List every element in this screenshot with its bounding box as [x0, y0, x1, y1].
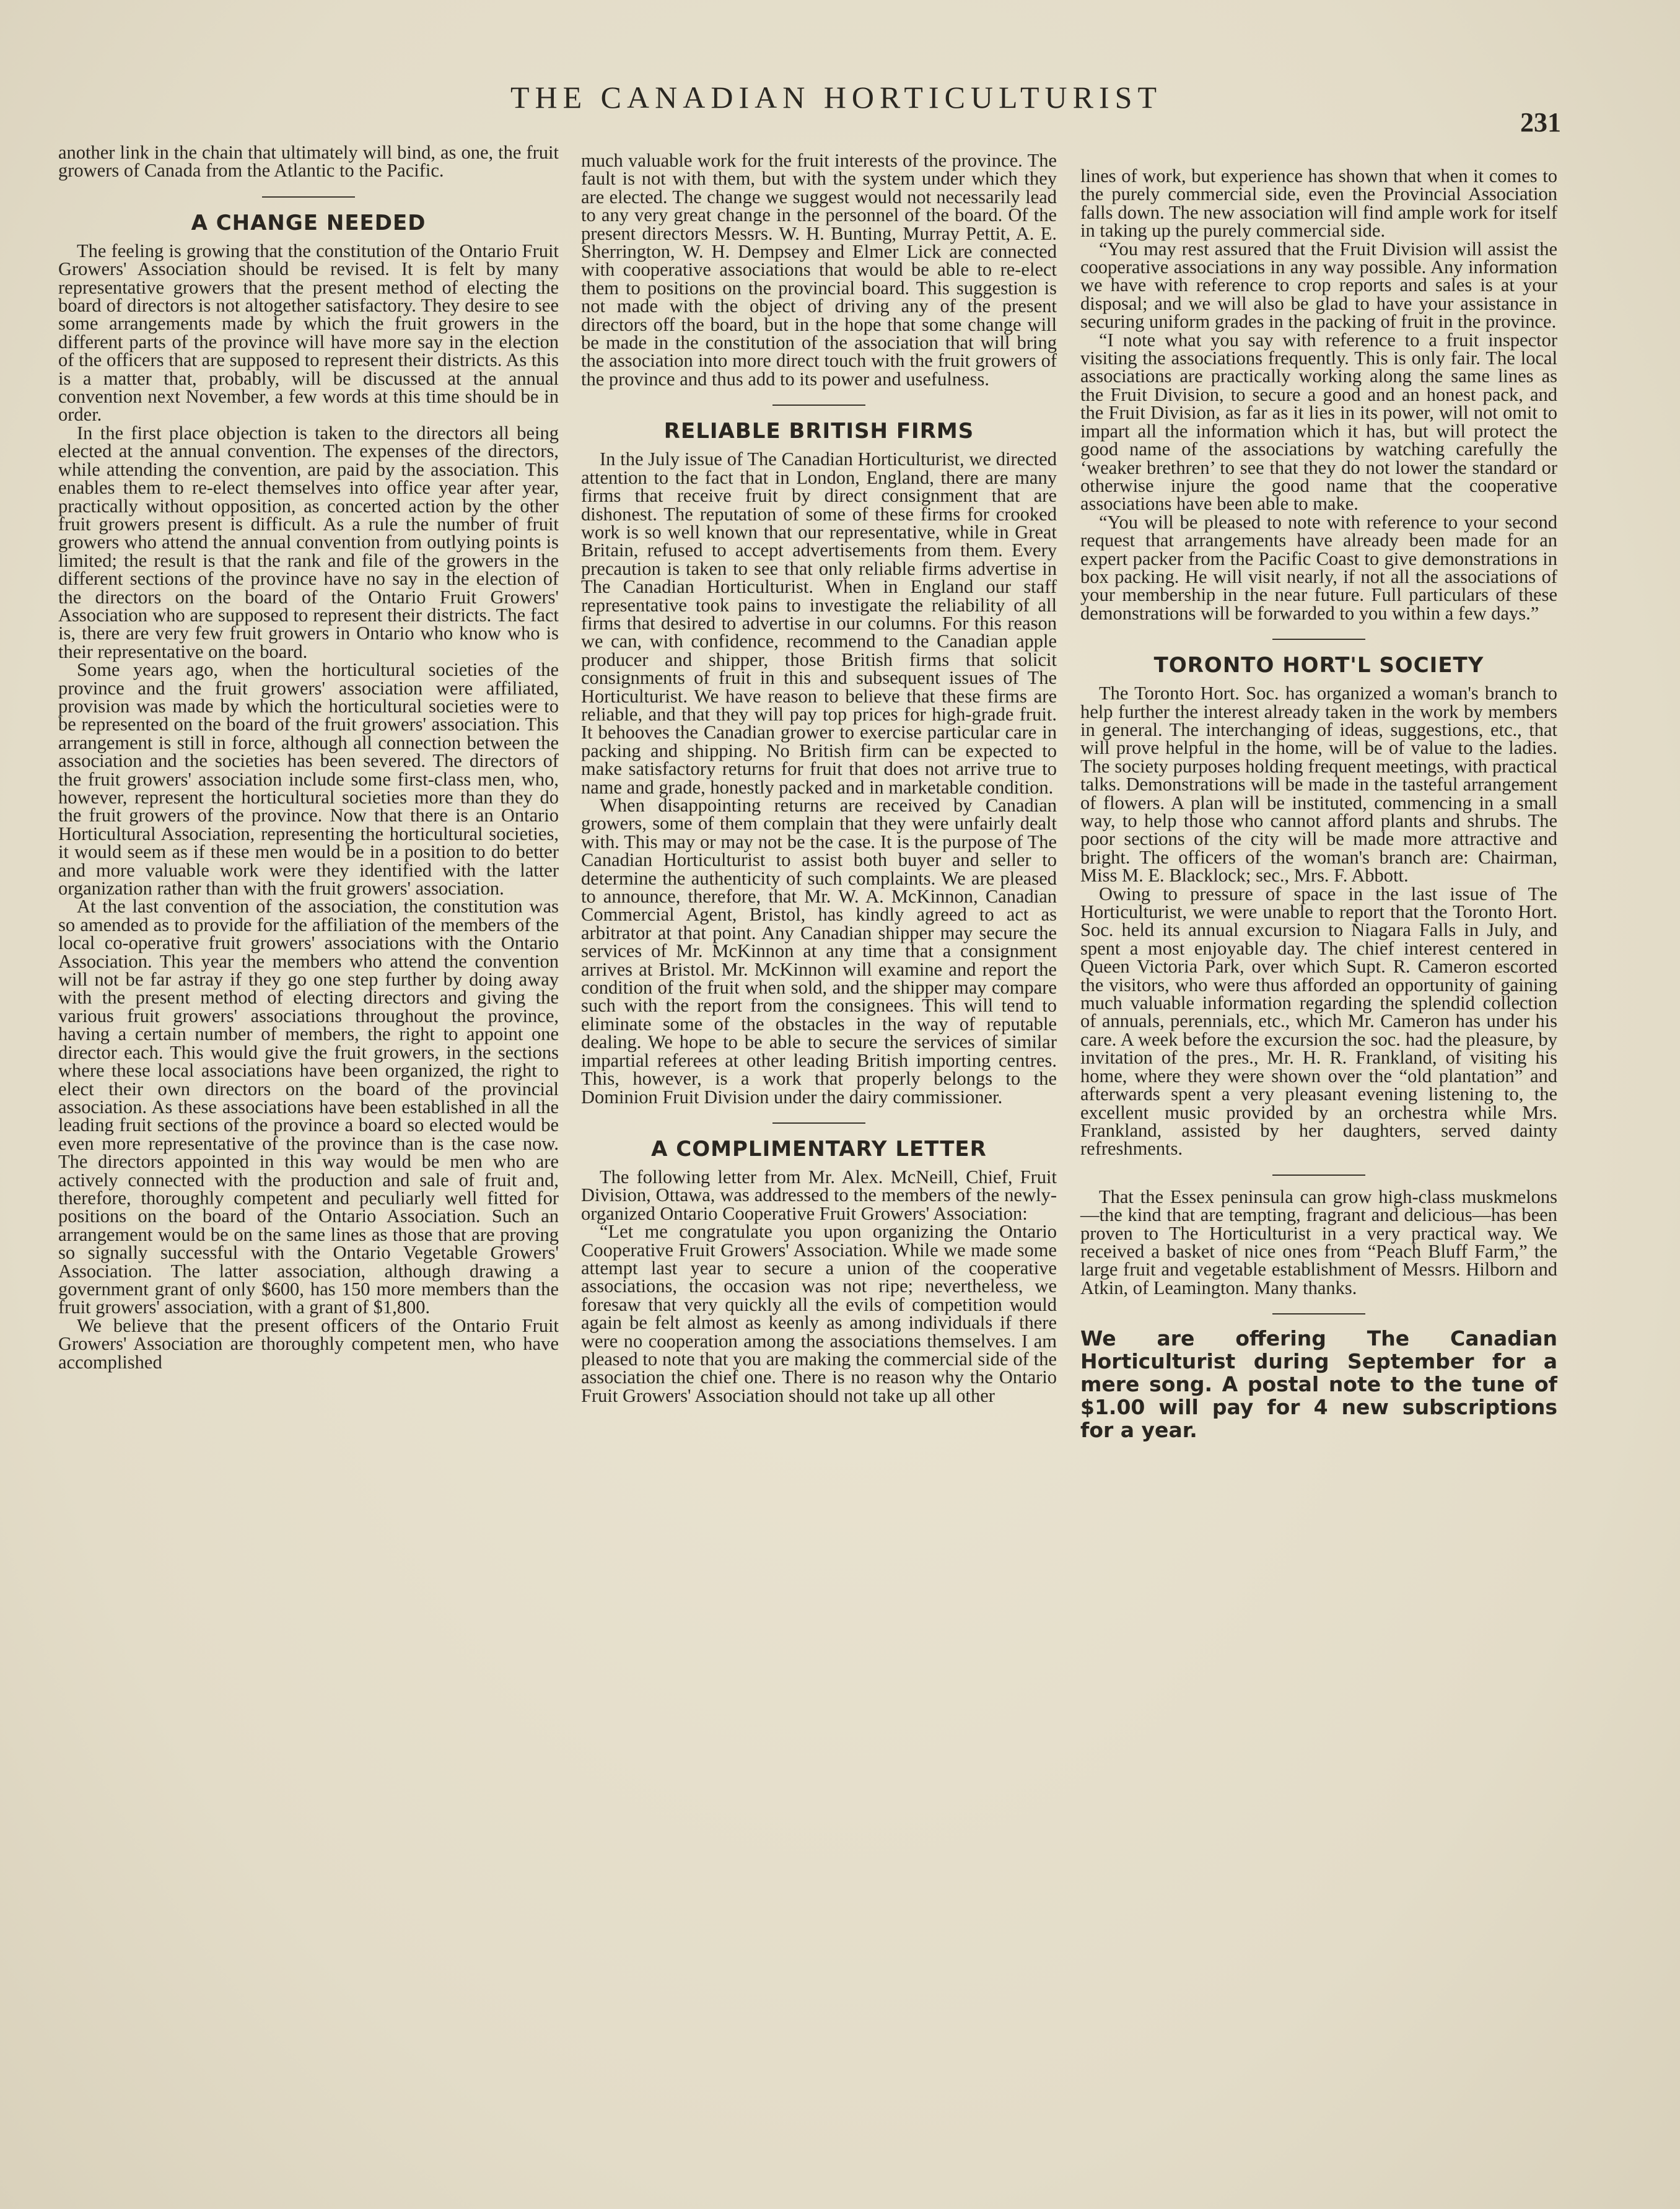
paragraph: That the Essex peninsula can grow high-class muskmelons—the kind that are tempting, fragrant and delicious—has been proven to The Horticulturist in a very practical way. We received a basket of nice ones from “Peach Bluff Farm,” the large fruit and vegetable establishment of Messrs. Hilborn and Atkin, of Leamington. Many thanks. [1080, 1186, 1557, 1298]
paragraph: At the last convention of the association, the constitution was so amended as to provide for the affiliation of the members of the local co-operative fruit growers' associations with the Ontario Association. This year the members who attend the convention will not be far astray if they go one step further by doing away with the present method of electing directors and giving the various fruit growers' associations throughout the province, having a certain number of members, the right to appoint one director each. This would give the fruit growers, in the sections where these local associations have been organized, the right to elect their own directors on the board of the provincial association. As these associations have been established in all the leading fruit sections of the province a board so elected would be even more representative of the province than is the case now. The directors appointed in this way would be men who are actively connected with the production and sale of fruit and, therefore, thoroughly competent and peculiarly well fitted for positions on the board of the Ontario Association. Such an arrangement would be on the same lines as those that are proving so signally successful with the Ontario Vegetable Growers' Association. The latter association, although drawing a government grant of only $600, has 150 more members than the fruit growers' association, with a grant of $1,800. [58, 896, 559, 1318]
section-divider [772, 1122, 865, 1124]
paragraph: lines of work, but experience has shown that when it comes to the purely commercial side, even the Provincial Association falls down. The new association will find ample work for itself in taking up the purely commercial side. [1080, 165, 1557, 242]
paragraph: The Toronto Hort. Soc. has organized a woman's branch to help further the interest already taken in the work by members in general. The interchanging of ideas, suggestions, etc., that will prove helpful in the home, will be of value to the ladies. The society purposes holding frequent meetings, with practical talks. Demonstrations will be made in the tasteful arrangement of flowers. A plan will be instituted, commencing in a small way, to help those who cannot afford plants and shrubs. The poor sections of the city will be made more attractive and bright. The officers of the woman's branch are: Chairman, Miss M. E. Blacklock; sec., Mrs. F. Abbott. [1080, 683, 1557, 886]
paragraph: We believe that the present officers of the Ontario Fruit Growers' Association are thoroughly competent men, who have accomplished [58, 1314, 559, 1373]
section-divider [1272, 639, 1365, 640]
section-divider [1272, 1313, 1365, 1314]
paragraph: “You may rest assured that the Fruit Division will assist the cooperative associations in any way possible. Any information we have with reference to crop reports and sales is at your disposal; and we will also be glad to have your assistance in securing uniform grades in the packing of fruit in the province. [1080, 238, 1557, 333]
section-divider [1272, 1174, 1365, 1176]
section-heading-toronto-society: TORONTO HORT'L SOCIETY [1153, 653, 1484, 678]
paragraph: The following letter from Mr. Alex. McNeill, Chief, Fruit Division, Ottawa, was addressed to the members of the newly-organized Ontario Cooperative Fruit Growers' Association: [581, 1166, 1057, 1224]
section-heading-complimentary-letter: A COMPLIMENTARY LETTER [651, 1136, 987, 1161]
paragraph: When disappointing returns are received by Canadian growers, some of them complain that they were unfairly dealt with. This may or may not be the case. It is the purpose of The Canadian Horticulturist to assist both buyer and seller to determine the authenticity of such complaints. We are pleased to announce, therefore, that Mr. W. A. McKinnon, Canadian Commercial Agent, Bristol, has kindly agreed to act as arbitrator at that point. Any Canadian shipper may secure the services of Mr. McKinnon at any time that a consignment arrives at Bristol. Mr. McKinnon will examine and report the condition of the fruit when sold, and the shipper may compare such with the report from the consignees. This will tend to eliminate some of the obstacles in the way of reputable dealing. We hope to be able to secure the services of similar impartial referees at other leading British importing centres. This, however, is a work that properly belongs to the Dominion Fruit Division under the dairy commissioner. [581, 795, 1057, 1108]
paragraph: “Let me congratulate you upon organizing the Ontario Cooperative Fruit Growers' Association. While we made some attempt last year to secure a union of the cooperative associations, the occasion was not ripe; nevertheless, we foresaw that very quickly all the evils of competition would again be felt almost as keenly as among individuals if there were no cooperation among the associations themselves. I am pleased to note that you are making the commercial side of the association the chief one. There is no reason why the Ontario Fruit Growers' Association should not take up all other [581, 1221, 1057, 1406]
paragraph: Some years ago, when the horticultural societies of the province and the fruit growers' association were affiliated, provision was made by which the horticultural societies were to be represented on the board of the fruit growers' association. This arrangement is still in force, although all connection between the association and the societies has been severed. The directors of the fruit growers' association include some first-class men, who, however, represent the horticultural societies more than they do the fruit growers of the province. Now that there is an Ontario Horticultural Association, representing the horticultural societies, it would seem as if these men would be in a position to do better and more valuable work were they identified with the latter organization rather than with the fruit growers' association. [58, 659, 559, 899]
subscription-offer: We are offering The Canadian Horticulturist during September for a mere song. A postal note to the tune of $1.00 will pay for 4 new subscriptions for a year. [1080, 1326, 1557, 1443]
paragraph: In the July issue of The Canadian Horticulturist, we directed attention to the fact that in London, England, there are many firms that receive fruit by direct consignment that are dishonest. The reputation of some of these firms for crooked work is so well known that our representative, while in Great Britain, refused to accept advertisements from them. Every precaution is taken to see that only reliable firms advertise in The Canadian Horticulturist. When in England our staff representative took pains to investigate the reliability of all firms that desired to advertise in our columns. For this reason we can, with confidence, recommend to the Canadian apple producer and shipper, those British firms that solicit consignments of fruit in this and subsequent issues of The Horticulturist. We have reason to believe that these firms are reliable, and that they will pay top prices for high-grade fruit. It behooves the Canadian grower to exercise particular care in packing and shipping. No British firm can be expected to make satisfactory returns for fruit that does not arrive true to name and grade, honestly packed and in marketable condition. [581, 448, 1057, 798]
column-right [1080, 167, 1557, 1441]
paragraph: another link in the chain that ultimately will bind, as one, the fruit growers of Canada from the Atlantic to the Pacific. [58, 142, 559, 182]
paragraph: “You will be pleased to note with reference to your second request that arrangements have already been made for an expert packer from the Pacific Coast to give demonstrations in box packing. He will visit nearly, if not all the associations of your membership in the near future. Full particulars of these demonstrations will be forwarded to you within a few days.” [1080, 511, 1557, 624]
column-middle [581, 152, 1057, 1405]
paragraph: In the first place objection is taken to the directors all being elected at the annual convention. The expenses of the directors, while attending the convention, are paid by the association. This enables them to re-elect themselves into office year after year, practically without opposition, as concerted action by the other fruit growers present is difficult. As a rule the number of fruit growers who attend the annual convention from outlying points is limited; the result is that the rank and file of the growers in the different sections of the province have no say in the election of the directors on the board of the Ontario Fruit Growers' Association who are supposed to represent their districts. The fact is, there are very few fruit growers in Ontario who know who is their representative on the board. [58, 422, 559, 662]
section-heading-british-firms: RELIABLE BRITISH FIRMS [663, 419, 974, 444]
paragraph: “I note what you say with reference to a fruit inspector visiting the associations frequently. This is only fair. The local associations are practically working along the same lines as the Fruit Division, to secure a good and an honest pack, and the Fruit Division, as far as it lies in its power, will not omit to impart all the information which it has, but will protect the good name of the associations by watching carefully the ‘weaker brethren’ to see that they do not lower the standard or otherwise injure the good name that the cooperative associations have been able to make. [1080, 329, 1557, 515]
running-head: THE CANADIAN HORTICULTURIST [510, 80, 1162, 115]
paragraph: The feeling is growing that the constitution of the Ontario Fruit Growers' Association should be revised. It is felt by many representative growers that the present method of electing the board of directors is not altogether satisfactory. They desire to see some arrangements made by which the fruit growers in the different parts of the province will have more say in the election of the officers that are supposed to represent their districts. As this is a matter that, probably, will be discussed at the annual convention next November, a few words at this time should be in order. [58, 240, 559, 426]
section-divider [772, 405, 865, 406]
page-number: 231 [1520, 107, 1561, 138]
paragraph: Owing to pressure of space in the last issue of The Horticulturist, we were unable to report that the Toronto Hort. Soc. held its annual excursion to Niagara Falls in July, and spent a most enjoyable day. The chief interest centered in Queen Victoria Park, over which Supt. R. Cameron escorted the visitors, who were thus afforded an opportunity of gaining much valuable information regarding the splendid collection of annuals, perennials, etc., which Mr. Cameron has under his care. A week before the excursion the soc. had the pleasure, by invitation of the pres., Mr. H. R. Frankland, of visiting his home, where they were shown over the “old plantation” and afterwards spent a very pleasant evening listening to, the excellent music provided by an orchestra while Mrs. Frankland, assisted by her daughters, served dainty refreshments. [1080, 883, 1557, 1160]
section-divider [262, 196, 355, 198]
section-heading-change-needed: A CHANGE NEEDED [191, 210, 426, 235]
paragraph: much valuable work for the fruit interests of the province. The fault is not with them, but with the system under which they are elected. The change we suggest would not necessarily lead to any very great change in the personnel of the board. Of the present directors Messrs. W. H. Bunting, Murray Pettit, A. E. Sherrington, W. H. Dempsey and Elmer Lick are connected with cooperative associations that would be able to re-elect them to positions on the provincial board. This suggestion is not made with the object of driving any of the present directors off the board, but in the hope that some change will be made in the constitution of the association that will bring the association into more direct touch with the fruit growers of the province and thus add to its power and usefulness. [581, 150, 1057, 390]
column-left [58, 144, 559, 1371]
